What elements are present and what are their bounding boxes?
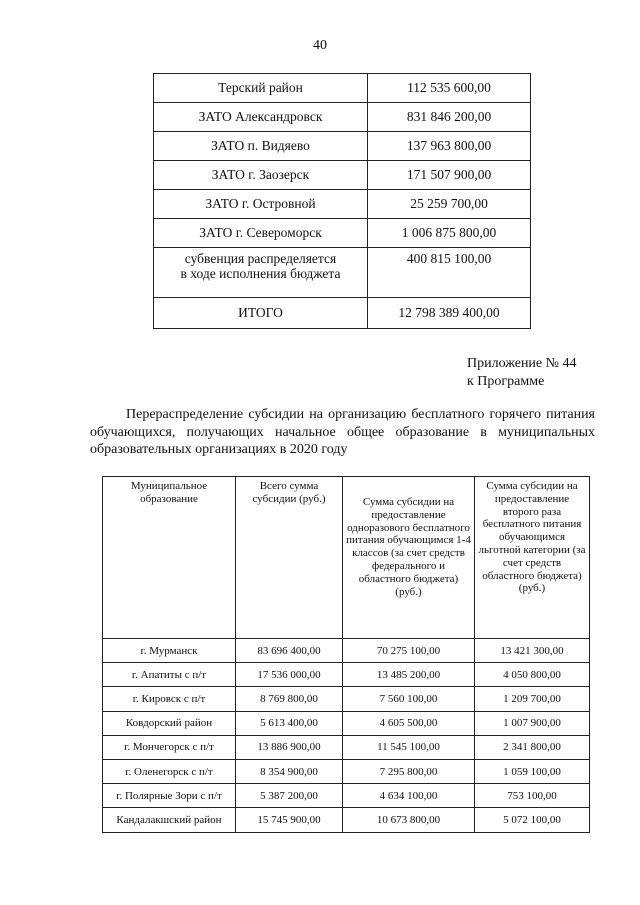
regional-cell: 1 059 100,00 <box>475 759 590 783</box>
regional-cell: 13 421 300,00 <box>475 639 590 663</box>
federal-cell: 7 295 800,00 <box>343 759 475 783</box>
header-one-time-meal <box>343 477 475 639</box>
regional-cell: 1 007 900,00 <box>475 711 590 735</box>
header-second-meal: Сумма субсидии на предоставление второго раза бесплатного питания обучающимся льготной категории (за счет средств областного бюджета) (руб.) <box>475 477 590 639</box>
total-cell: 8 354 900,00 <box>236 759 343 783</box>
municipality-cell: ЗАТО Александровск <box>154 103 368 132</box>
appendix-line2: к Программе <box>467 374 545 389</box>
amount-cell: 137 963 800,00 <box>368 132 531 161</box>
table-row <box>103 808 590 832</box>
total-cell: 83 696 400,00 <box>236 639 343 663</box>
table-row <box>103 639 590 663</box>
federal-cell: 10 673 800,00 <box>343 808 475 832</box>
federal-cell: 4 634 100,00 <box>343 784 475 808</box>
table-row <box>154 161 531 190</box>
appendix-line1: Приложение № 44 <box>467 356 577 371</box>
table-row <box>103 735 590 759</box>
municipality-cell: Кандалакшский район <box>103 808 236 832</box>
header-municipality: Муниципальное образование <box>103 477 236 639</box>
municipality-cell: г. Мончегорск с п/т <box>103 735 236 759</box>
amount-cell: 112 535 600,00 <box>368 74 531 103</box>
subvention-label-cell <box>154 248 368 298</box>
table-row <box>103 759 590 783</box>
table-row <box>154 190 531 219</box>
federal-cell: 4 605 500,00 <box>343 711 475 735</box>
page-number: 40 <box>313 38 327 53</box>
total-cell: 13 886 900,00 <box>236 735 343 759</box>
table-row <box>103 663 590 687</box>
municipality-cell: г. Апатиты с п/т <box>103 663 236 687</box>
regional-cell: 753 100,00 <box>475 784 590 808</box>
subvention-label-line2: в ходе исполнения бюджета <box>180 266 341 281</box>
document-heading: Перераспределение субсидии на организацию бесплатного горячего питания обучающихся, получающих начальное общее образование в муниципальных образовательных организациях в 2020 году <box>90 407 595 457</box>
municipality-cell: г. Кировск с п/т <box>103 687 236 711</box>
municipality-cell: г. Полярные Зори с п/т <box>103 784 236 808</box>
total-cell: 15 745 900,00 <box>236 808 343 832</box>
regional-cell: 2 341 800,00 <box>475 735 590 759</box>
municipality-cell: ЗАТО г. Заозерск <box>154 161 368 190</box>
total-cell: 5 613 400,00 <box>236 711 343 735</box>
total-cell: 17 536 000,00 <box>236 663 343 687</box>
header-one-time-meal-text: Сумма субсидии на предоставление одноразового бесплатного питания обучающимся 1-4 классов (за счет средств федерального и областного бюджета) (руб.) <box>346 496 471 598</box>
municipal-subvention-table <box>153 73 531 329</box>
municipality-cell: ЗАТО г. Островной <box>154 190 368 219</box>
municipality-cell: Ковдорский район <box>103 711 236 735</box>
table-row-subvention <box>154 248 531 298</box>
amount-cell: 831 846 200,00 <box>368 103 531 132</box>
municipality-cell: Терский район <box>154 74 368 103</box>
total-amount-cell: 12 798 389 400,00 <box>368 298 531 329</box>
table-row <box>154 74 531 103</box>
amount-cell: 1 006 875 800,00 <box>368 219 531 248</box>
regional-cell: 5 072 100,00 <box>475 808 590 832</box>
federal-cell: 13 485 200,00 <box>343 663 475 687</box>
regional-cell: 1 209 700,00 <box>475 687 590 711</box>
table-row <box>103 687 590 711</box>
municipality-cell: ЗАТО п. Видяево <box>154 132 368 161</box>
table-row <box>154 103 531 132</box>
federal-cell: 70 275 100,00 <box>343 639 475 663</box>
table-row <box>154 219 531 248</box>
municipality-cell: г. Мурманск <box>103 639 236 663</box>
table-row-total <box>154 298 531 329</box>
header-total-subsidy: Всего сумма субсидии (руб.) <box>236 477 343 639</box>
total-cell: 5 387 200,00 <box>236 784 343 808</box>
table-header-row <box>103 477 590 639</box>
total-cell: 8 769 800,00 <box>236 687 343 711</box>
regional-cell: 4 050 800,00 <box>475 663 590 687</box>
appendix-reference <box>467 355 577 391</box>
table-row <box>103 784 590 808</box>
municipality-cell: ЗАТО г. Североморск <box>154 219 368 248</box>
total-label-cell: ИТОГО <box>154 298 368 329</box>
municipality-cell: г. Оленегорск с п/т <box>103 759 236 783</box>
table-row <box>154 132 531 161</box>
amount-cell: 25 259 700,00 <box>368 190 531 219</box>
federal-cell: 11 545 100,00 <box>343 735 475 759</box>
amount-cell: 171 507 900,00 <box>368 161 531 190</box>
subvention-label-line1: субвенция распределяется <box>184 251 337 266</box>
amount-cell: 400 815 100,00 <box>368 248 531 298</box>
federal-cell: 7 560 100,00 <box>343 687 475 711</box>
table-row <box>103 711 590 735</box>
subsidy-distribution-table <box>102 476 590 833</box>
